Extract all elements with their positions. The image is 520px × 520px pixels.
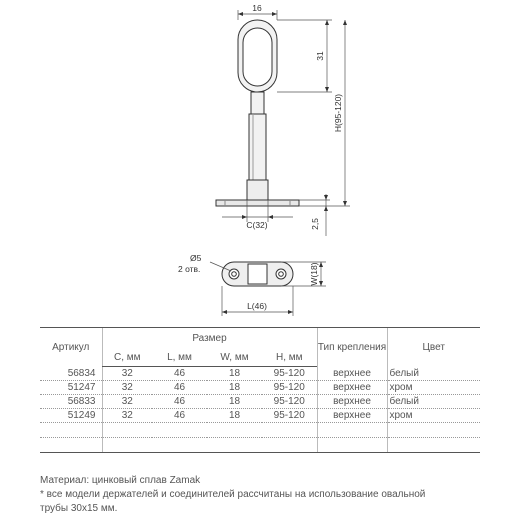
cell-h: 95-120: [262, 395, 317, 409]
header-mount-type: Тип крепления: [317, 328, 387, 367]
table-row: [40, 381, 480, 395]
table-row-empty: [40, 423, 480, 438]
cell-w: 18: [207, 367, 262, 381]
dim-total-height: H(95-120): [333, 93, 343, 133]
cell-color: хром: [387, 381, 480, 395]
dim-ring-height: 31: [315, 51, 325, 61]
cell-l: 46: [152, 367, 207, 381]
header-c: C, мм: [102, 348, 152, 367]
cell-c: 32: [102, 395, 152, 409]
base-plate: [216, 200, 299, 206]
cell-article: 51249: [40, 409, 102, 423]
plate-top-view: [222, 262, 293, 286]
cell-h: 95-120: [262, 409, 317, 423]
cell-color: белый: [387, 367, 480, 381]
cell-h: 95-120: [262, 367, 317, 381]
cell-color: хром: [387, 409, 480, 423]
table-row-empty: [40, 438, 480, 453]
dim-plate-length: L(46): [247, 301, 267, 311]
holder-stem: [247, 114, 268, 200]
table-row: [40, 367, 480, 381]
cell-h: 95-120: [262, 381, 317, 395]
dim-base-thickness: 2,5: [310, 218, 320, 230]
cell-c: 32: [102, 381, 152, 395]
cell-mount: верхнее: [317, 381, 387, 395]
cell-w: 18: [207, 409, 262, 423]
header-l: L, мм: [152, 348, 207, 367]
cell-mount: верхнее: [317, 395, 387, 409]
oval-ring: [238, 20, 277, 92]
dim-hole-diameter: Ø5: [190, 253, 202, 263]
dim-plate-width: W(18): [309, 262, 319, 286]
cell-l: 46: [152, 395, 207, 409]
dim-base-width: C(32): [246, 220, 268, 230]
header-color: Цвет: [387, 328, 480, 367]
cell-w: 18: [207, 381, 262, 395]
header-h: H, мм: [262, 348, 317, 367]
cell-c: 32: [102, 409, 152, 423]
material-note: Материал: цинковый сплав Zamak: [40, 475, 201, 486]
cell-mount: верхнее: [317, 367, 387, 381]
cell-color: белый: [387, 395, 480, 409]
header-w: W, мм: [207, 348, 262, 367]
footnote-line-1: * все модели держателей и соединителей рассчитаны на использование овальной: [40, 489, 426, 500]
dim-top-width: 16: [252, 3, 262, 13]
cell-article: 56834: [40, 367, 102, 381]
notes: [40, 474, 500, 516]
table-row: [40, 409, 480, 423]
cell-w: 18: [207, 395, 262, 409]
dim-hole-count: 2 отв.: [178, 264, 201, 274]
header-article: Артикул: [40, 328, 102, 367]
cell-l: 46: [152, 409, 207, 423]
table-row: [40, 395, 480, 409]
spec-table: [40, 327, 480, 453]
cell-article: 56833: [40, 395, 102, 409]
cell-c: 32: [102, 367, 152, 381]
cell-article: 51247: [40, 381, 102, 395]
header-size: Размер: [102, 328, 317, 349]
holder-neck: [249, 92, 266, 114]
footnote-line-2: трубы 30x15 мм.: [40, 503, 118, 514]
cell-mount: верхнее: [317, 409, 387, 423]
cell-l: 46: [152, 381, 207, 395]
